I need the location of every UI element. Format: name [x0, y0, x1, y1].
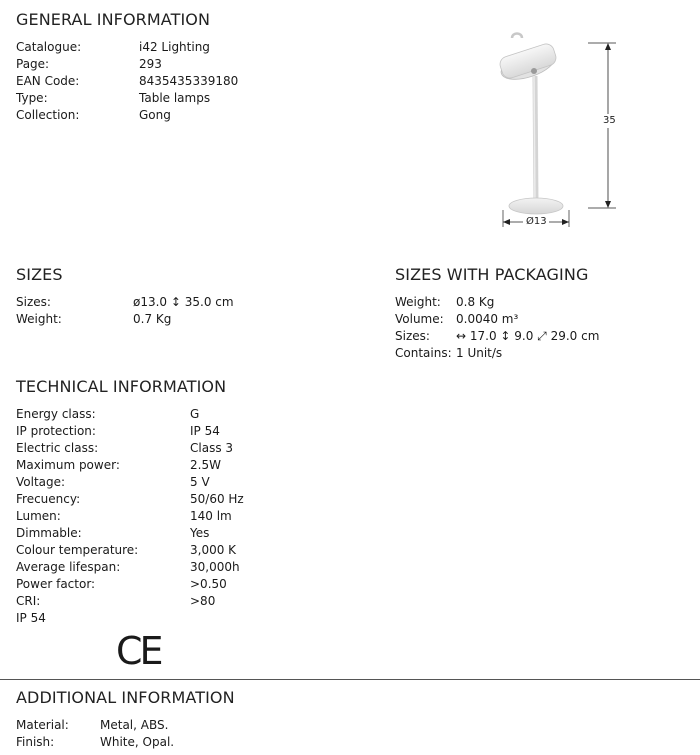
row-label: Weight:: [395, 295, 441, 309]
ce-mark: CE: [116, 629, 161, 673]
row-label: CRI:: [16, 594, 41, 608]
diameter-label: Ø13: [526, 216, 547, 227]
row-label: IP protection:: [16, 424, 96, 438]
lamp-base: [509, 198, 563, 214]
additional-information-heading: ADDITIONAL INFORMATION: [16, 688, 235, 707]
row-value: G: [190, 407, 200, 421]
row-value: 0.8 Kg: [456, 295, 495, 309]
row-value: 3,000 K: [190, 543, 237, 557]
row-label: Maximum power:: [16, 458, 120, 472]
row-value: ø13.0 ↕ 35.0 cm: [133, 295, 234, 309]
row-label: Dimmable:: [16, 526, 82, 540]
row-label: Voltage:: [16, 475, 66, 489]
lamp-head: [498, 34, 559, 86]
row-label: Weight:: [16, 312, 62, 326]
row-value: 5 V: [190, 475, 210, 489]
row-value: Metal, ABS.: [100, 718, 169, 732]
technical-information-heading: TECHNICAL INFORMATION: [16, 377, 227, 396]
row-value: Yes: [190, 526, 210, 540]
row-label: Finish:: [16, 735, 55, 749]
row-value: >80: [190, 594, 216, 608]
row-value: 0.7 Kg: [133, 312, 172, 326]
packaging-heading: SIZES WITH PACKAGING: [395, 265, 589, 284]
row-value: >0.50: [190, 577, 227, 591]
row-label: Energy class:: [16, 407, 96, 421]
row-value: 30,000h: [190, 560, 240, 574]
row-label: Colour temperature:: [16, 543, 139, 557]
row-value: Table lamps: [139, 91, 211, 105]
row-value: Class 3: [190, 441, 234, 455]
row-value: IP 54: [190, 424, 220, 438]
row-value: i42 Lighting: [139, 40, 210, 54]
row-label: Contains:: [395, 346, 452, 360]
row-value: 50/60 Hz: [190, 492, 244, 506]
section-divider: [0, 679, 700, 680]
row-value: 1 Unit/s: [456, 346, 503, 360]
row-label: Catalogue:: [16, 40, 82, 54]
row-label: Power factor:: [16, 577, 96, 591]
row-label: Material:: [16, 718, 69, 732]
row-value: Gong: [139, 108, 171, 122]
row-label: Average lifespan:: [16, 560, 121, 574]
row-value: White, Opal.: [100, 735, 175, 749]
height-label: 35: [603, 115, 616, 126]
ip-rating-note: IP 54: [16, 611, 46, 625]
row-label: Volume:: [395, 312, 444, 326]
row-label: Lumen:: [16, 509, 61, 523]
row-label: Sizes:: [395, 329, 430, 343]
row-value: 2.5W: [190, 458, 221, 472]
row-value: 8435435339180: [139, 74, 239, 88]
row-label: Electric class:: [16, 441, 99, 455]
row-label: Sizes:: [16, 295, 51, 309]
row-value: 140 lm: [190, 509, 232, 523]
row-value: ↔ 17.0 ↕ 9.0 ⤢ 29.0 cm: [456, 329, 600, 343]
row-value: 293: [139, 57, 162, 71]
lamp-dimension-diagram: [490, 30, 650, 235]
row-label: Frecuency:: [16, 492, 81, 506]
row-label: Page:: [16, 57, 50, 71]
row-label: Collection:: [16, 108, 80, 122]
sizes-heading: SIZES: [16, 265, 63, 284]
row-value: 0.0040 m³: [456, 312, 519, 326]
row-label: EAN Code:: [16, 74, 80, 88]
general-information-heading: GENERAL INFORMATION: [16, 10, 211, 29]
row-label: Type:: [16, 91, 48, 105]
